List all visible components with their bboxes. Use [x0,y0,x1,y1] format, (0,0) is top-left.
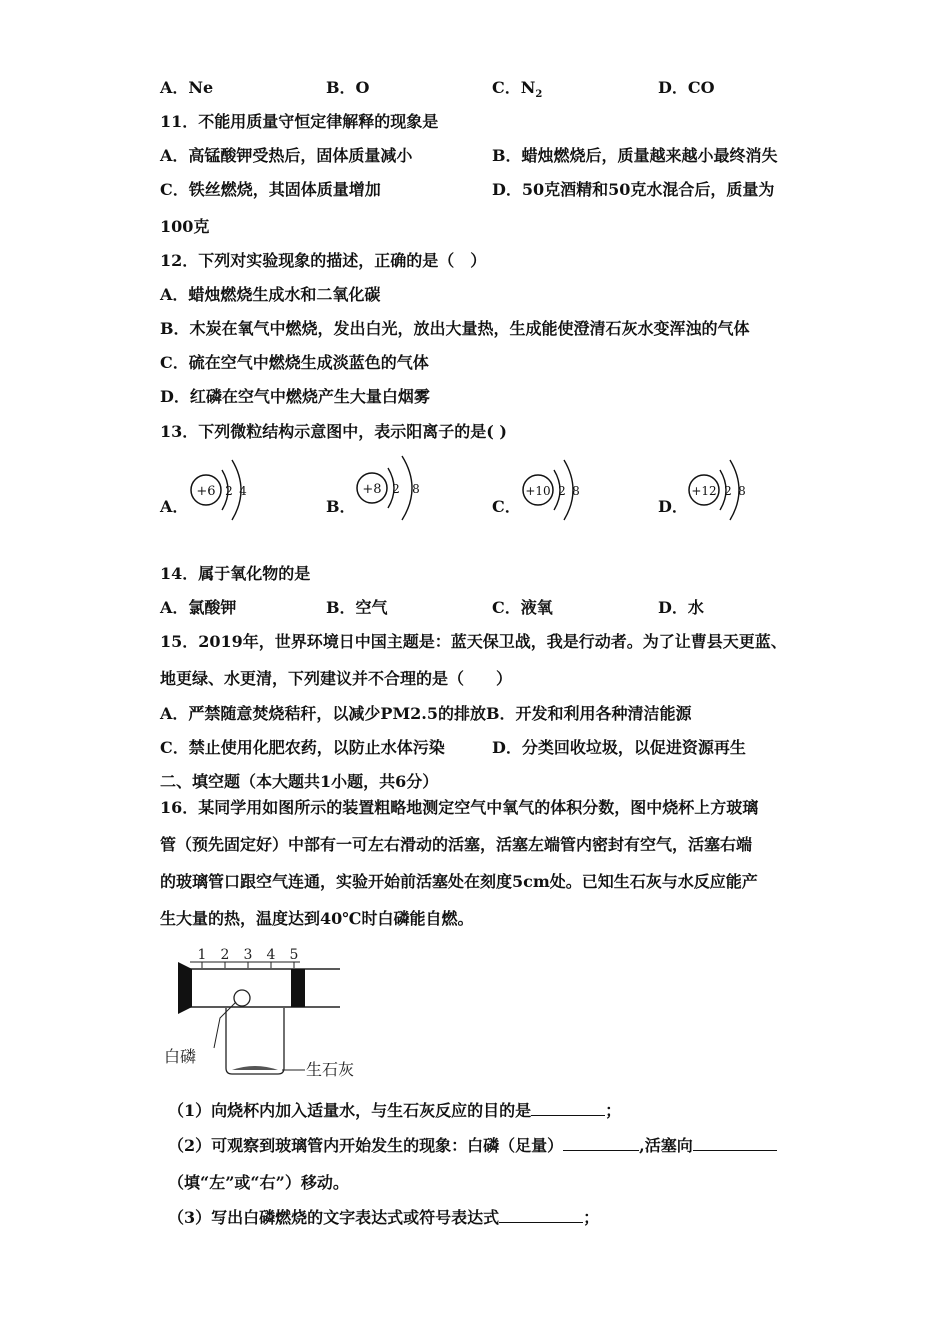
q11-option-c: C．铁丝燃烧，其固体质量增加 [160,180,381,199]
scale-tick-3: 3 [243,947,253,963]
q13-option-b-letter: B． [326,497,356,516]
q16-line4: 生大量的热，温度达到40℃时白磷能自燃。 [160,909,474,928]
q15-option-d: D．分类回收垃圾，以促进资源再生 [492,738,746,757]
q12-option-d: D．红磷在空气中燃烧产生大量白烟雾 [160,387,430,406]
q14-option-a: A．氯酸钾 [160,598,237,617]
q13-atom-b-shell1: 2 [392,482,400,496]
scale-tick-1: 1 [197,947,207,963]
scale-tick-5: 5 [289,947,299,963]
q14-option-d: D．水 [658,598,704,617]
q13-atom-a-shell2: 4 [239,484,247,498]
label-quicklime: 生石灰 [306,1060,355,1079]
q13-atom-a-nucleus: +6 [196,484,216,499]
answer-blank-2[interactable] [563,1136,639,1151]
q12-option-a: A．蜡烛燃烧生成水和二氧化碳 [160,285,381,304]
q13-atom-d [682,452,762,528]
q16-line2: 管（预先固定好）中部有一可左右滑动的活塞，活塞左端管内密封有空气，活塞右端 [160,835,753,854]
q13-atom-a [184,452,264,528]
q13-option-d-letter: D． [658,497,688,516]
q11-stem: 11．不能用质量守恒定律解释的现象是 [160,112,439,131]
q13-atom-c-shell1: 2 [558,484,566,498]
q16-sub3: （3）写出白磷燃烧的文字表达式或符号表达式 ； [168,1208,600,1227]
scale-tick-4: 4 [266,947,276,963]
q15-stem-line1: 15．2019年，世界环境日中国主题是：蓝天保卫战，我是行动者。为了让曹县天更蓝、 [160,632,787,651]
q15-option-ab: A．严禁随意焚烧秸秆，以减少PM2.5的排放B．开发和利用各种清洁能源 [160,704,692,723]
q15-stem-line2: 地更绿、水更清，下列建议并不合理的是（ ） [160,669,513,688]
q16-line3: 的玻璃管口跟空气连通，实验开始前活塞处在刻度5cm处。已知生石灰与水反应能产 [160,872,758,891]
q16-sub1: （1）向烧杯内加入适量水，与生石灰反应的目的是 ； [168,1101,622,1120]
q13-atom-d-shell2: 8 [738,484,746,498]
q14-option-b: B．空气 [326,598,388,617]
q16-sub2-cont: （填“左”或“右”）移动。 [168,1173,349,1192]
q13-atom-c-nucleus: +10 [525,484,551,498]
q14-stem: 14．属于氧化物的是 [160,564,311,583]
q10-option-c: C．$N_2$ [492,78,543,101]
q11-option-d-cont: 100克 [160,217,210,236]
q13-atom-b [350,450,430,526]
q16-sub2: （2）可观察到玻璃管内开始发生的现象：白磷（足量） ,活塞向 [168,1136,777,1156]
answer-blank-3[interactable] [693,1136,777,1151]
q13-atom-a-shell1: 2 [225,484,233,498]
q13-atom-c-shell2: 8 [572,484,580,498]
q13-atom-d-shell1: 2 [724,484,732,498]
q10-option-b: B．O [326,78,370,97]
q11-option-d: D．50克酒精和50克水混合后，质量为 [492,180,775,199]
q10-option-a: A．Ne [160,78,214,97]
q13-atom-b-shell2: 8 [412,482,420,496]
q11-option-a: A．高锰酸钾受热后，固体质量减小 [160,146,413,165]
label-white-phosphorus: 白磷 [164,1047,197,1066]
q12-stem: 12．下列对实验现象的描述，正确的是（ ） [160,251,487,270]
q10-option-d: D．CO [658,78,715,97]
q13-option-a-letter: A． [160,497,189,516]
q13-atom-c [516,452,596,528]
q13-atom-d-nucleus: +12 [691,484,717,498]
answer-blank-4[interactable] [499,1208,583,1223]
scale-tick-2: 2 [220,947,230,963]
q16-apparatus-figure [160,940,370,1090]
q13-stem: 13．下列微粒结构示意图中，表示阳离子的是( ) [160,422,507,441]
section-heading: 二、填空题（本大题共1小题，共6分） [160,772,439,791]
q13-atom-b-nucleus: +8 [362,482,382,497]
q11-option-b: B．蜡烛燃烧后，质量越来越小最终消失 [492,146,778,165]
answer-blank-1[interactable] [531,1101,605,1116]
q16-line1: 16．某同学用如图所示的装置粗略地测定空气中氧气的体积分数，图中烧杯上方玻璃 [160,798,759,817]
q13-option-c-letter: C． [492,497,521,516]
q12-option-c: C．硫在空气中燃烧生成淡蓝色的气体 [160,353,429,372]
q15-option-c: C．禁止使用化肥农药，以防止水体污染 [160,738,445,757]
q14-option-c: C．液氧 [492,598,553,617]
q12-option-b: B．木炭在氧气中燃烧，发出白光，放出大量热，生成能使澄清石灰水变浑浊的气体 [160,319,750,338]
